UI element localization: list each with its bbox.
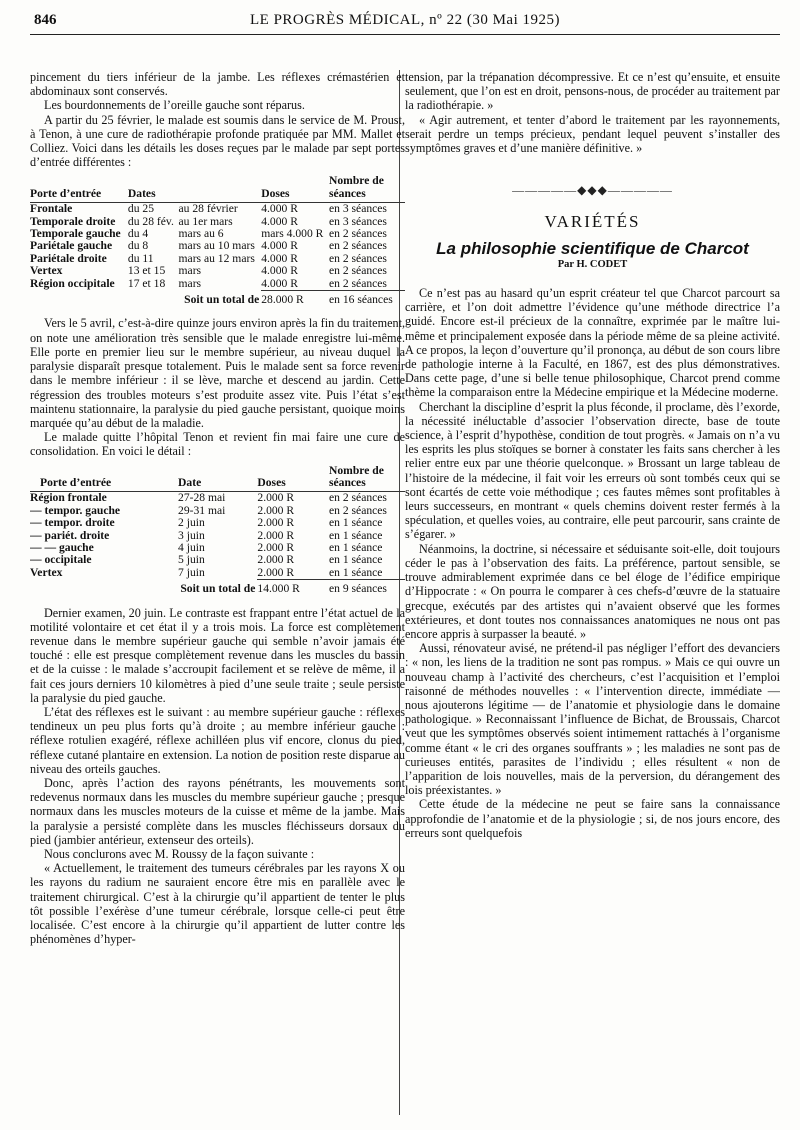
paragraph: Cherchant la discipline d’esprit la plus féconde, il proclame, dès l’exorde, la nécessité inéluctable d’associer l’observation directe, base de toute science, à l’esprit d’hypothèse, condition de tout progrès. « Jamais on n’a vu les esprits les plus stoïques se borner à constater les faits sans chercher à les relier entre eux par une théorie quelconque. » Brossant un large tableau de l’histoire de la médecine, il fait voir les erreurs où sont tombés ceux qui se sont écartés de cette voie méthodique ; ces fautes mêmes sont profitables à leurs successeurs, en montrant « quels chemins doivent rester fermés à la spéculation, et quelles voies, au contraire, elle peut parcourir, sans crainte de s’égarer. » bbox=[405, 399, 780, 542]
total-dose: 28.000 R bbox=[261, 291, 329, 307]
table-cell: — pariét. droite bbox=[30, 528, 110, 542]
table-cell: en 2 séances bbox=[329, 251, 387, 265]
table-cell: Vertex bbox=[30, 566, 63, 580]
dose-table-2 bbox=[30, 465, 405, 596]
page-header bbox=[30, 6, 780, 35]
paragraph: Vers le 5 avril, c’est-à-dire quinze jours environ après la fin du traitement, on note une amélioration très sensible que le malade enregistre lui-même. Elle porte en premier lieu sur le membre supérieur, au niveau duquel la paralysie disparaît presque totalement. Puis le malade sent sa force revenir dans le membre inférieur : il se lève, marche et descend au jardin. Cette régression des troubles moteurs s’est produite assez vite. Puis l’état s’est maintenu stationnaire, la paralysie du pied gauche persistant, quoique moins marquée qu’au début de la maladie. bbox=[30, 316, 405, 430]
table-cell: du 8 bbox=[127, 239, 149, 253]
table-cell: 29-31 mai bbox=[178, 503, 226, 517]
total-dose: 14.000 R bbox=[257, 580, 329, 596]
paragraph: Ce n’est pas au hasard qu’un esprit créateur tel que Charcot parcourt sa carrière, et l’on doit admettre l’évidence qu’une méthode directrice l’a guidé. Encore est-il précieux de la connaître, exprimée par le maître lui-même et principalement exposée dans la période même de sa pleine activité. A ce propos, la leçon d’ouverture qu’il prononça, au début de son cours libre de pathologie interne à la Faculté, en 1867, est des plus démonstratives. Dans cette page, d’une si belle tenue philosophique, Charcot prend comme thème la comparaison entre la Médecine empirique et la Médecine moderne. bbox=[405, 286, 780, 400]
table-cell: 2 juin bbox=[178, 516, 205, 530]
table-cell: Région frontale bbox=[30, 491, 107, 505]
column-header: Dates bbox=[127, 186, 156, 200]
table-cell: en 2 séances bbox=[329, 227, 387, 241]
table-cell: du 11 bbox=[127, 251, 154, 265]
table-cell: Pariétale gauche bbox=[30, 239, 113, 253]
table-cell: du 28 fév. bbox=[127, 214, 174, 228]
paragraph: Le malade quitte l’hôpital Tenon et revient fin mai faire une cure de consolidation. En voici le détail : bbox=[30, 430, 405, 459]
table-cell: en 1 séance bbox=[329, 528, 383, 542]
table-cell: 27-28 mai bbox=[178, 491, 226, 505]
table-cell: 2.000 R bbox=[257, 516, 295, 530]
table-cell: 2.000 R bbox=[257, 553, 295, 567]
table-row bbox=[30, 240, 405, 252]
column-header: Doses bbox=[261, 186, 290, 200]
table-row bbox=[30, 203, 405, 216]
table-cell: 2.000 R bbox=[257, 540, 295, 554]
table-cell: 2.000 R bbox=[257, 491, 295, 505]
table-total-row bbox=[30, 580, 405, 596]
table-cell: en 3 séances bbox=[329, 202, 387, 216]
paragraph: Les bourdonnements de l’oreille gauche sont réparus. bbox=[44, 98, 305, 113]
table-row bbox=[30, 554, 405, 566]
section-ornament: —————◆◆◆————— bbox=[512, 183, 673, 198]
table-cell: 4.000 R bbox=[261, 251, 298, 265]
right-column bbox=[405, 70, 780, 1125]
table-cell: 7 juin bbox=[178, 566, 205, 580]
table-cell: du 25 bbox=[127, 202, 154, 216]
paragraph: Donc, après l’action des rayons pénétrants, les mouvements sont redevenus normaux dans les muscles du membre supérieur gauche ; presque normaux dans les muscles moteurs de la cuisse et même de la jambe. Mais la paralysie a persisté complète dans les muscles fléchisseurs dorsaux du pied (jambier antérieur, extenseur des orteils). bbox=[30, 776, 405, 847]
table-cell: 2.000 R bbox=[257, 565, 295, 579]
table-cell: en 2 séances bbox=[329, 503, 387, 517]
table-row bbox=[30, 265, 405, 277]
table-cell: 4.000 R bbox=[261, 202, 298, 216]
total-label: Soit un total de bbox=[180, 581, 256, 595]
table-cell: mars au 10 mars bbox=[178, 239, 255, 253]
table-row bbox=[30, 567, 405, 580]
table-cell: en 2 séances bbox=[329, 276, 387, 290]
table-header-row bbox=[30, 465, 405, 492]
table-row bbox=[30, 517, 405, 529]
table-cell: 4.000 R bbox=[261, 214, 298, 228]
table-cell: — occipitale bbox=[30, 553, 92, 567]
paragraph: Nous conclurons avec M. Roussy de la façon suivante : bbox=[44, 847, 315, 862]
table-cell: 4.000 R bbox=[261, 264, 298, 278]
table-cell: Région occipitale bbox=[30, 276, 115, 290]
column-header: Date bbox=[178, 475, 202, 489]
table-cell: en 1 séance bbox=[329, 516, 383, 530]
table-cell: Temporale droite bbox=[30, 214, 116, 228]
table-cell: en 1 séance bbox=[329, 553, 383, 567]
paragraph: tension, par la trépanation décompressive. Et ce n’est qu’ensuite, et ensuite seulement, que l’on est en droit, pensons-nous, de procéder au traitement par la radiothérapie. » bbox=[405, 70, 780, 113]
column-header: Nombre de séances bbox=[329, 463, 384, 489]
table-cell: en 3 séances bbox=[329, 214, 387, 228]
table-cell: au 1er mars bbox=[178, 214, 233, 228]
table-cell: en 2 séances bbox=[329, 491, 387, 505]
table-cell: 4.000 R bbox=[261, 239, 298, 253]
column-header: Porte d’entrée bbox=[40, 475, 112, 489]
table-cell: 5 juin bbox=[178, 553, 205, 567]
page-number: 846 bbox=[34, 12, 57, 28]
column-header: Porte d’entrée bbox=[30, 186, 102, 200]
table-cell: 13 et 15 bbox=[127, 264, 166, 278]
paragraph: Aussi, rénovateur avisé, ne prétend-il pas négliger l’effort des devanciers : « non, les liens de la tradition ne sont pas rompus. » Mais ce qui ouvre un nouveau champ à l’activité des chercheurs, c’est l’acquisition et l’emploi raisonné de méthodes nouvelles : « l’intervention directe, immédiate — nous ajouterons légitime — de l’anatomie et physiologie dans le domaine pathologique. » Reconnaissant l’influence de Bichat, de Broussais, Charcot veut que les symptômes observés soient intimement rattachés à l’organisme comme étant « le cri des organes souffrants » ; les maladies ne sont pas de curieuses entités, parasites de l’individu ; elles résultent « non de l’apparition de lois nouvelles, mais de la perversion, du dérangement des lois préexistantes. » bbox=[405, 641, 780, 798]
table-cell: — tempor. droite bbox=[30, 516, 115, 530]
column-header: Doses bbox=[257, 475, 286, 489]
section-title: VARIÉTÉS bbox=[544, 212, 641, 232]
paragraph: Cette étude de la médecine ne peut se faire sans la connaissance approfondie de l’anatomie et de la physiologie ; si, de nos jours encore, des erreurs sont quelquefois bbox=[405, 797, 780, 840]
table-cell: — tempor. gauche bbox=[30, 503, 121, 517]
paragraph: Néanmoins, la doctrine, si nécessaire et séduisante soit-elle, doit toujours céder le pas à l’observation des faits. La préférence, partout sensible, se trouve admirablement exprimée dans ce bel éloge de l’édifice empirique d’Hippocrate : « On pourra le comparer à ces chefs-d’œuvre de la statuaire grecque, exécutés par des artistes qui n’avaient observé que les formes extérieures, et dont toutes nos connaissances anatomiques ne nous ont pas encore appris à surpasser la beauté. » bbox=[405, 541, 780, 641]
table-cell: du 4 bbox=[127, 227, 149, 241]
paragraph: L’état des réflexes est le suivant : au membre supérieur gauche : réflexes tendineux un peu plus forts qu’à droite ; au membre inférieur gauche : réflexe rotulien exagéré, réflexe achilléen plus vif encore, clonus du pied, réflexe cutané plantaire en extension. La notion de position reste disparue au niveau des orteils gauches. bbox=[30, 705, 405, 776]
table-cell: mars au 12 mars bbox=[178, 251, 255, 265]
paragraph: « Actuellement, le traitement des tumeurs cérébrales par les rayons X ou les rayons du radium ne sauraient encore être mis en parallèle avec le traitement chirurgical. C’est à la chirurgie qu’il appartient de tenter le plus tôt possible l’exérèse d’une tumeur cérébrale, lorsque celle-ci peut être localisée. C’est encore à la chirurgie qu’il appartient de lutter contre les phénomènes d’hyper- bbox=[30, 861, 405, 947]
table-cell: mars au 6 bbox=[178, 227, 224, 241]
total-sessions: en 9 séances bbox=[329, 580, 405, 596]
table-total-row bbox=[30, 291, 405, 307]
table-cell: — — gauche bbox=[30, 540, 94, 554]
table-cell: 2.000 R bbox=[257, 503, 295, 517]
total-label: Soit un total de bbox=[184, 292, 260, 306]
table-cell: 4 juin bbox=[178, 540, 205, 554]
paragraph: Dernier examen, 20 juin. Le contraste est frappant entre l’état actuel de la motilité volontaire et cet état il y a trois mois. La force est complètement revenue dans le membre supérieur gauche qui semble n’avoir jamais été touché : elle est presque complètement revenue dans les muscles du bassin et de la cuisse : le malade s’accroupit facilement et se relève de même, il a fait ces jours derniers 10 kilomètres à pied d’une seule traite ; seule persiste la paralysie du pied gauche. bbox=[30, 605, 405, 705]
table-cell: Vertex bbox=[30, 264, 63, 278]
table-cell: 2.000 R bbox=[257, 528, 295, 542]
article-title: La philosophie scientifique de Charcot bbox=[436, 238, 749, 258]
table-header-row bbox=[30, 175, 405, 202]
table-cell: 17 et 18 bbox=[127, 276, 166, 290]
table-cell: mars 4.000 R bbox=[261, 227, 324, 241]
table-cell: mars bbox=[178, 276, 202, 290]
table-row bbox=[30, 492, 405, 505]
table-cell: en 2 séances bbox=[329, 264, 387, 278]
table-cell: Temporale gauche bbox=[30, 227, 121, 241]
paragraph: pincement du tiers inférieur de la jambe. Les réflexes crémastérien et abdominaux sont conservés. bbox=[30, 70, 405, 99]
column-header: Nombre de séances bbox=[329, 174, 384, 200]
table-cell: en 2 séances bbox=[329, 239, 387, 253]
table-cell: mars bbox=[178, 264, 202, 278]
dose-table-1 bbox=[30, 175, 405, 306]
table-cell: 4.000 R bbox=[261, 276, 298, 290]
table-cell: en 1 séance bbox=[329, 540, 383, 554]
paragraph: A partir du 25 février, le malade est soumis dans le service de M. Proust, à Tenon, à une cure de radiothérapie profonde pratiquée par MM. Mallet et Colliez. Voici dans les détails les doses reçues par le malade par sept portes d’entrée différentes : bbox=[30, 112, 405, 170]
table-cell: au 28 février bbox=[178, 202, 238, 216]
paragraph: « Agir autrement, et tenter d’abord le traitement par les rayonnements, serait perdre un temps précieux, pendant lequel peuvent s’installer des symptômes graves et d’une manière définitive. » bbox=[405, 112, 780, 156]
table-cell: 3 juin bbox=[178, 528, 205, 542]
table-row bbox=[30, 278, 405, 291]
table-cell: Frontale bbox=[30, 202, 73, 216]
table-cell: en 1 séance bbox=[329, 565, 383, 579]
total-sessions: en 16 séances bbox=[329, 291, 405, 307]
byline: Par H. CODET bbox=[557, 258, 628, 270]
left-column bbox=[30, 70, 405, 1125]
running-title: LE PROGRÈS MÉDICAL, nº 22 (30 Mai 1925) bbox=[250, 12, 560, 28]
table-cell: Pariétale droite bbox=[30, 251, 107, 265]
